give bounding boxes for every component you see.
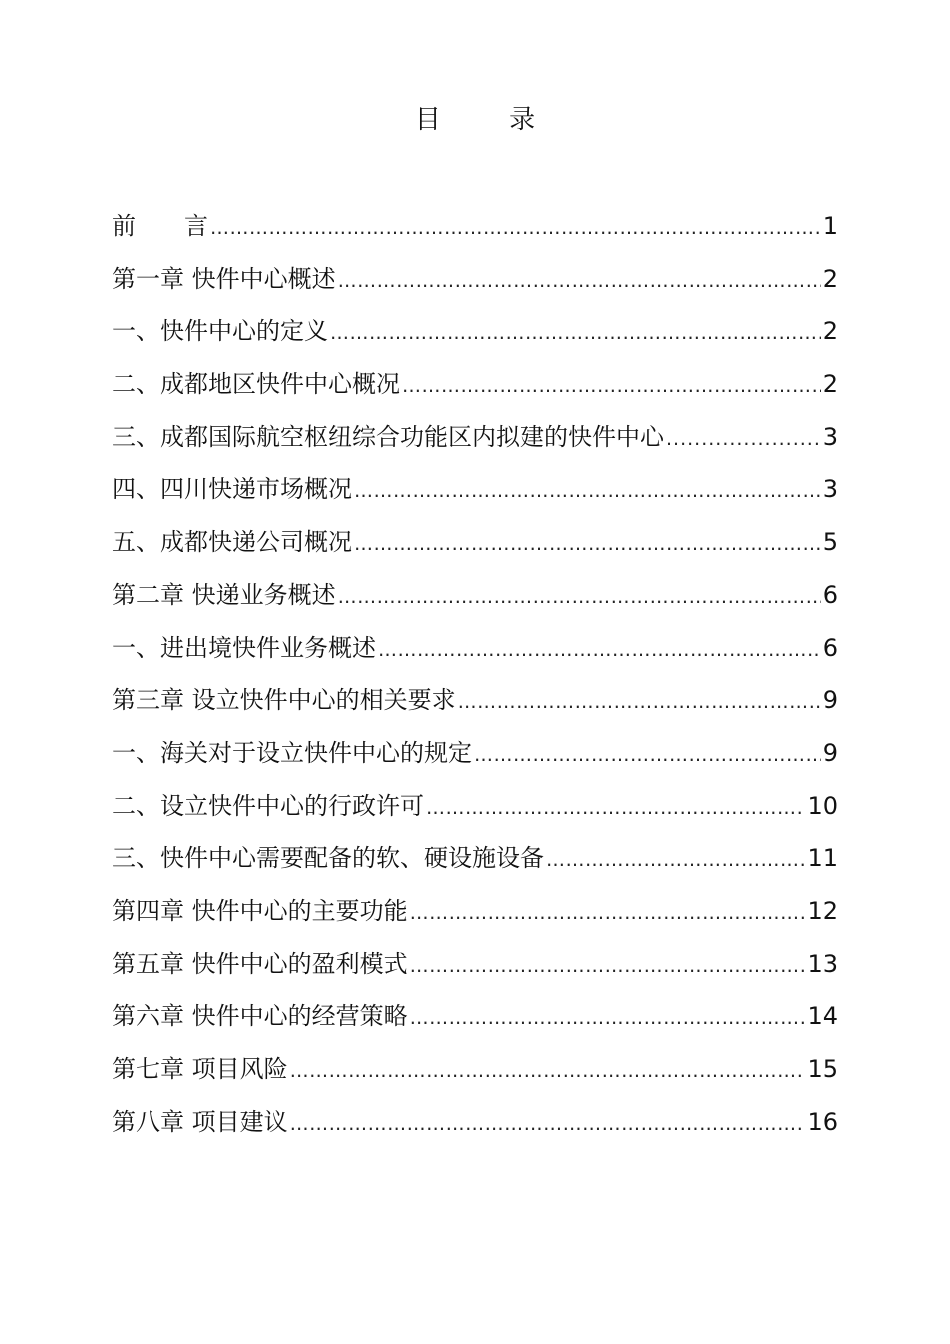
toc-entry[interactable] <box>112 731 838 784</box>
toc-leader-dots <box>290 1102 806 1146</box>
toc-leader-dots <box>474 733 821 777</box>
toc-leader-dots <box>338 259 821 303</box>
toc-leader-dots <box>290 1049 806 1093</box>
toc-entry[interactable] <box>112 573 838 626</box>
toc-list <box>112 204 838 1152</box>
toc-leader-dots <box>546 838 805 882</box>
toc-entry-page-number: 6 <box>822 580 838 609</box>
toc-entry[interactable] <box>112 309 838 362</box>
toc-entry[interactable] <box>112 889 838 942</box>
toc-leader-dots <box>330 311 821 355</box>
toc-entry[interactable] <box>112 678 838 731</box>
toc-entry-label: 五、成都快递公司概况 <box>112 528 352 557</box>
toc-leader-dots <box>354 469 821 513</box>
toc-entry-label: 第一章 快件中心概述 <box>112 264 336 293</box>
toc-entry-label: 前 言 <box>112 212 208 240</box>
toc-entry[interactable] <box>112 836 838 889</box>
toc-entry-label: 第六章 快件中心的经营策略 <box>112 1002 408 1031</box>
toc-entry[interactable] <box>112 1047 838 1100</box>
toc-entry[interactable] <box>112 467 838 520</box>
toc-entry-page-number: 9 <box>822 738 838 767</box>
toc-entry-label: 二、设立快件中心的行政许可 <box>112 791 424 820</box>
toc-entry-page-number: 11 <box>807 844 838 873</box>
toc-entry-page-number: 15 <box>807 1055 838 1083</box>
toc-entry-label: 三、成都国际航空枢纽综合功能区内拟建的快件中心 <box>112 422 664 451</box>
toc-leader-dots <box>338 575 821 619</box>
toc-entry-page-number: 6 <box>822 633 838 662</box>
toc-entry-page-number: 12 <box>807 896 838 925</box>
toc-entry-label: 第七章 项目风险 <box>112 1055 288 1083</box>
toc-leader-dots <box>354 522 821 566</box>
toc-leader-dots <box>666 417 821 461</box>
toc-entry-label: 一、海关对于设立快件中心的规定 <box>112 738 472 767</box>
toc-leader-dots <box>410 996 806 1040</box>
toc-entry-label: 四、四川快递市场概况 <box>112 475 352 504</box>
toc-entry[interactable] <box>112 994 838 1047</box>
toc-entry-label: 二、成都地区快件中心概况 <box>112 370 400 399</box>
toc-entry-page-number: 14 <box>807 1002 838 1031</box>
toc-entry-label: 一、快件中心的定义 <box>112 317 328 346</box>
toc-entry[interactable] <box>112 1100 838 1153</box>
toc-entry-label: 三、快件中心需要配备的软、硬设施设备 <box>112 844 544 873</box>
toc-entry[interactable] <box>112 784 838 837</box>
toc-entry-page-number: 9 <box>822 686 838 715</box>
toc-entry-page-number: 16 <box>807 1107 838 1136</box>
toc-leader-dots <box>210 206 821 250</box>
toc-entry-label: 第八章 项目建议 <box>112 1107 288 1136</box>
toc-entry-page-number: 3 <box>822 475 838 504</box>
toc-entry-label: 第三章 设立快件中心的相关要求 <box>112 686 456 715</box>
toc-entry-label: 第五章 快件中心的盈利模式 <box>112 949 408 978</box>
toc-leader-dots <box>402 364 821 408</box>
toc-entry-page-number: 1 <box>822 212 838 240</box>
toc-leader-dots <box>410 944 806 988</box>
toc-leader-dots <box>378 628 821 672</box>
toc-entry-page-number: 2 <box>822 264 838 293</box>
toc-entry[interactable] <box>112 520 838 573</box>
toc-leader-dots <box>458 680 821 724</box>
toc-entry[interactable] <box>112 626 838 679</box>
toc-entry-page-number: 2 <box>822 370 838 399</box>
toc-entry-page-number: 5 <box>822 528 838 557</box>
toc-entry-label: 第四章 快件中心的主要功能 <box>112 896 408 925</box>
toc-entry[interactable] <box>112 942 838 995</box>
toc-leader-dots <box>410 891 806 935</box>
toc-entry[interactable] <box>112 415 838 468</box>
toc-entry-label: 第二章 快递业务概述 <box>112 580 336 609</box>
toc-leader-dots <box>426 786 805 830</box>
toc-entry-page-number: 10 <box>807 791 838 820</box>
toc-entry-page-number: 3 <box>822 422 838 451</box>
toc-entry[interactable] <box>112 257 838 310</box>
toc-title: 目 录 <box>414 105 566 135</box>
toc-entry[interactable] <box>112 204 838 257</box>
toc-entry-page-number: 13 <box>807 949 838 978</box>
toc-entry-page-number: 2 <box>822 317 838 346</box>
toc-entry-label: 一、进出境快件业务概述 <box>112 633 376 662</box>
toc-entry[interactable] <box>112 362 838 415</box>
